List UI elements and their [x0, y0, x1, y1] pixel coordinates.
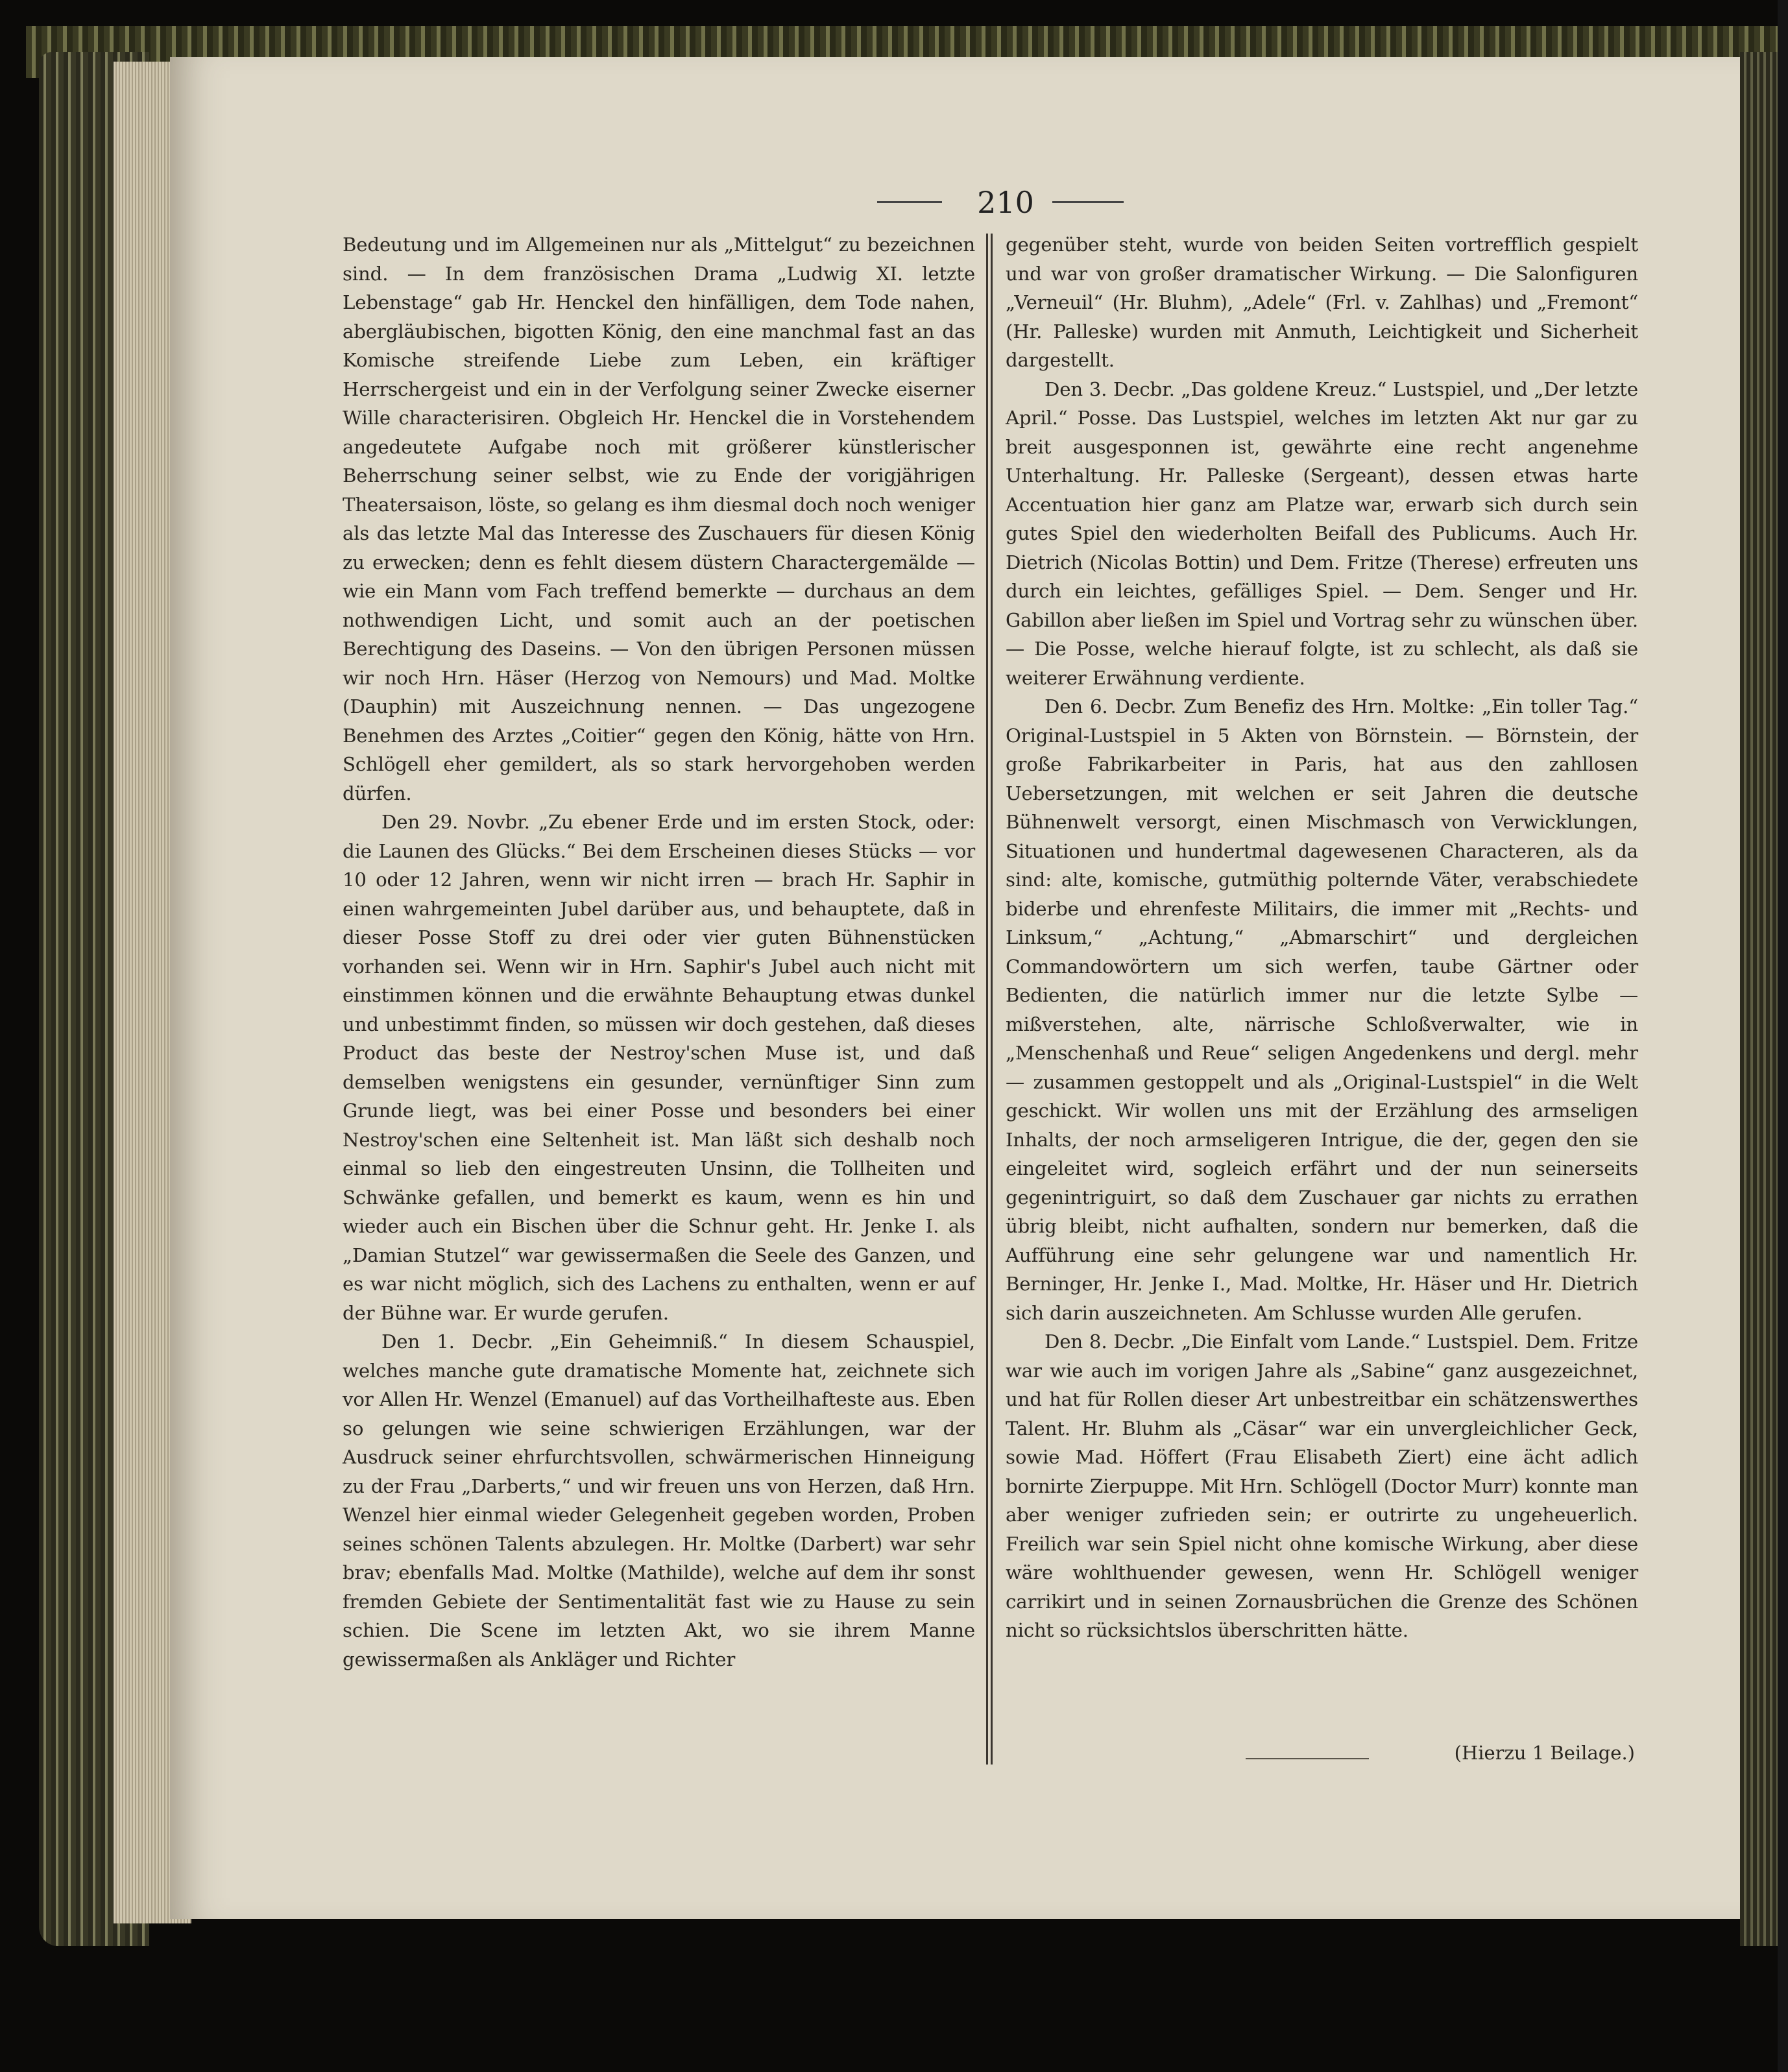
right-column: [1006, 230, 1638, 1645]
footnote-rule: [1246, 1758, 1369, 1759]
paragraph: Den 1. Decbr. „Ein Geheimniß.“ In diesem Schauspiel, welches manche gute dramatische Momente hat, zeichnete sich vor Allen Hr. Wenzel (Emanuel) auf das Vortheilhafteste aus. Eben so gelungen wie seine schwierigen Erzählungen, war der Ausdruck seiner ehrfurchtsvollen, schwärmerischen Hinneigung zu der Frau „Darberts,“ und wir freuen uns von Herzen, daß Hrn. Wenzel hier einmal wieder Gelegenheit gegeben worden, Proben seines schönen Talents abzulegen. Hr. Moltke (Darbert) war sehr brav; ebenfalls Mad. Moltke (Mathilde), welche auf dem ihr sonst fremden Gebiete der Sentimentalität fast wie zu Hause zu sein schien. Die Scene im letzten Akt, wo sie ihrem Manne gewissermaßen als Ankläger und Richter: [343, 1331, 975, 1670]
header-rule-right: [1052, 201, 1124, 203]
page-number: 210: [977, 185, 1034, 220]
paragraph: Den 6. Decbr. Zum Benefiz des Hrn. Moltke: „Ein toller Tag.“ Original-Lustspiel in 5 Akten von Börnstein. — Börnstein, der große Fabrikarbeiter in Paris, hat aus den zahllosen Uebersetzungen, mit welchen er seit Jahren die deutsche Bühnenwelt versorgt, einen Mischmasch von Verwicklungen, Situationen und hundertmal dagewesenen Characteren, als da sind: alte, komische, gutmüthig polternde Väter, verabschiedete biderbe und ehrenfeste Militairs, die immer mit „Rechts- und Linksum,“ „Achtung,“ „Abmarschirt“ und dergleichen Commandowörtern um sich werfen, taube Gärtner oder Bedienten, die natürlich immer nur die letzte Sylbe — mißverstehen, alte, närrische Schloßverwalter, wie in „Menschenhaß und Reue“ seligen Angedenkens und dergl. mehr — zusammen gestoppelt und als „Original-Lustspiel“ in die Welt geschickt. Wir wollen uns mit der Erzählung des armseligen Inhalts, der noch armseligeren Intrigue, die der, gegen den sie eingeleitet wird, sogleich erfährt und der nun seinerseits gegenintriguirt, so daß dem Zuschauer gar nichts zu errathen übrig bleibt, nicht aufhalten, sondern nur bemerken, daß die Aufführung eine sehr gelungene war und namentlich Hr. Berninger, Hr. Jenke I., Mad. Moltke, Hr. Häser und Hr. Dietrich sich darin auszeichneten. Am Schlusse wurden Alle gerufen.: [1006, 695, 1638, 1324]
paragraph: Den 3. Decbr. „Das goldene Kreuz.“ Lustspiel, und „Der letzte April.“ Posse. Das Lustspiel, welches im letzten Akt nur gar zu breit ausgesponnen ist, gewährte eine recht angenehme Unterhaltung. Hr. Palleske (Sergeant), dessen etwas harte Accentuation hier ganz am Platze war, erwarb sich durch sein gutes Spiel den wiederholten Beifall des Publicums. Auch Hr. Dietrich (Nicolas Bottin) und Dem. Fritze (Therese) erfreuten uns durch ein leichtes, gefälliges Spiel. — Dem. Senger und Hr. Gabillon aber ließen im Spiel und Vortrag sehr zu wünschen über. — Die Posse, welche hierauf folgte, ist zu schlecht, als daß sie weiterer Erwähnung verdiente.: [1006, 378, 1638, 689]
paragraph: Den 8. Decbr. „Die Einfalt vom Lande.“ Lustspiel. Dem. Fritze war wie auch im vorigen Jahre als „Sabine“ ganz ausgezeichnet, und hat für Rollen dieser Art unbestreitbar ein schätzenswerthes Talent. Hr. Bluhm als „Cäsar“ war ein unvergleichlicher Geck, sowie Mad. Höffert (Frau Elisabeth Ziert) eine ächt adlich bornirte Zierpuppe. Mit Hrn. Schlögell (Doctor Murr) konnte man aber weniger zufrieden sein; er outrirte zu ungeheuerlich. Freilich war sein Spiel nicht ohne komische Wirkung, aber diese wäre wohlthuender gewesen, wenn Hr. Schlögell weniger carrikirt und in seinen Zornausbrüchen die Grenze des Schönen nicht so rücksichtslos überschritten hätte.: [1006, 1331, 1638, 1641]
header-rule-left: [877, 201, 942, 203]
paragraph: Den 29. Novbr. „Zu ebener Erde und im ersten Stock, oder: die Launen des Glücks.“ Bei dem Erscheinen dieses Stücks — vor 10 oder 12 Jahren, wenn wir nicht irren — brach Hr. Saphir in einen wahrgemeinten Jubel darüber aus, und behauptete, daß in dieser Posse Stoff zu drei oder vier guten Bühnenstücken vorhanden sei. Wenn wir in Hrn. Saphir's Jubel auch nicht mit einstimmen können und die erwähnte Behauptung etwas dunkel und unbestimmt finden, so müssen wir doch gestehen, daß dieses Product das beste der Nestroy'schen Muse ist, und daß demselben wenigstens ein gesunder, vernünftiger Sinn zum Grunde liegt, was bei einer Posse und besonders bei einer Nestroy'schen eine Seltenheit ist. Man läßt sich deshalb noch einmal so lieb den eingestreuten Unsinn, die Tollheiten und Schwänke gefallen, und bemerkt es kaum, wenn es hin und wieder auch ein Bischen über die Schnur geht. Hr. Jenke I. als „Damian Stutzel“ war gewissermaßen die Seele des Ganzen, und es war nicht möglich, sich des Lachens zu enthalten, wenn er auf der Bühne war. Er wurde gerufen.: [343, 811, 975, 1324]
supplement-note: (Hierzu 1 Beilage.): [1454, 1742, 1635, 1764]
scan-edge: [1778, 0, 1788, 2072]
column-divider: [986, 234, 993, 1765]
paragraph: gegenüber steht, wurde von beiden Seiten vortrefflich gespielt und war von großer dramatischer Wirkung. — Die Salonfiguren „Verneuil“ (Hr. Bluhm), „Adele“ (Frl. v. Zahlhas) und „Fremont“ (Hr. Palleske) wurden mit Anmuth, Leichtigkeit und Sicherheit dargestellt.: [1006, 234, 1638, 371]
left-column: [343, 230, 975, 1674]
paragraph: Bedeutung und im Allgemeinen nur als „Mittelgut“ zu bezeichnen sind. — In dem französischen Drama „Ludwig XI. letzte Lebenstage“ gab Hr. Henckel den hinfälligen, dem Tode nahen, abergläubischen, bigotten König, den eine manchmal fast an das Komische streifende Liebe zum Leben, ein kräftiger Herrschergeist und ein in der Verfolgung seiner Zwecke eiserner Wille characterisiren. Obgleich Hr. Henckel die in Vorstehendem angedeutete Aufgabe noch mit größerer künstlerischer Beherrschung seiner selbst, wie zu Ende der vorigjährigen Theatersaison, löste, so gelang es ihm diesmal doch noch weniger als das letzte Mal das Interesse des Zuschauers für diesen König zu erwecken; denn es fehlt diesem düstern Charactergemälde — wie ein Mann vom Fach treffend bemerkte — durchaus an dem nothwendigen Licht, und somit auch an der poetischen Berechtigung des Daseins. — Von den übrigen Personen müssen wir noch Hrn. Häser (Herzog von Nemours) und Mad. Moltke (Dauphin) mit Auszeichnung nennen. — Das ungezogene Benehmen des Arztes „Coitier“ gegen den König, hätte von Hrn. Schlögell eher gemildert, als so stark hervorgehoben werden dürfen.: [343, 234, 975, 804]
